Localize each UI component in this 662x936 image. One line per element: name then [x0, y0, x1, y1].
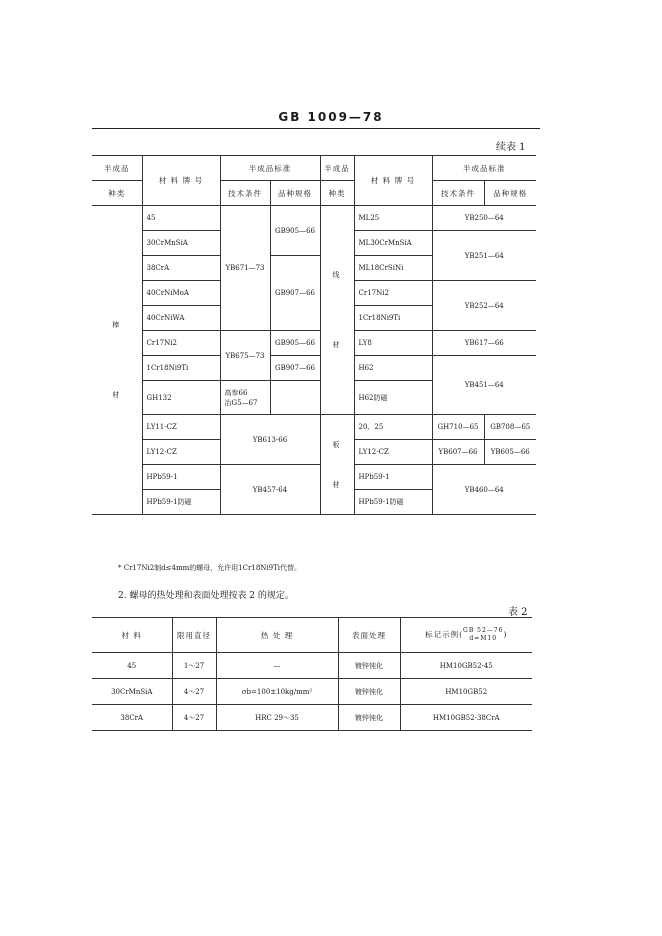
t1-l-tech: YB457-64 [220, 465, 320, 515]
t1-r-mat: HPb59-1防磁 [354, 490, 432, 515]
t2-heat: — [216, 653, 338, 679]
table1 [92, 155, 536, 515]
t1-r-mat: 1Cr18Ni9Ti [354, 306, 432, 331]
t1-type-char: 材 [332, 480, 342, 489]
t2-h-mark-bot: d=M10 [469, 635, 498, 642]
t1-l-mat: 40CrNiWA [142, 306, 220, 331]
t1-r-tech: YB460—64 [432, 465, 536, 515]
t1-r-tech: GH710—65 [432, 415, 484, 440]
t1-type-bar [92, 206, 142, 515]
t1-l-mat: LY11-CZ [142, 415, 220, 440]
t1-l-spec: GB907—66 [270, 356, 320, 381]
t2-h-diameter: 限用直径 [172, 618, 216, 653]
t1-type-char: 棒 [112, 321, 122, 329]
paragraph: 2. 螺母的热处理和表面处理按表 2 的规定。 [118, 591, 294, 601]
t1-l-mat: 1Cr18Ni9Ti [142, 356, 220, 381]
t1-type-char: 材 [332, 341, 342, 349]
document-header: GB 1009—78 [278, 110, 384, 124]
t2-h-mark-frac [463, 627, 503, 643]
t1-r-tech: YB252—64 [432, 281, 536, 331]
t1-h-material: 材 料 牌 号 [142, 156, 220, 206]
t1-h-material-r: 材 料 牌 号 [354, 156, 432, 206]
t1-r-mat: H62 [354, 356, 432, 381]
t1-l-mat: LY12-CZ [142, 440, 220, 465]
t2-surface: 镀锌钝化 [338, 705, 400, 731]
t1-l-mat: Cr17Ni2 [142, 331, 220, 356]
t1-l-spec: GB905—66 [270, 206, 320, 256]
t1-l-spec-empty [270, 381, 320, 415]
t1-l-tech: YB671—73 [220, 206, 270, 331]
t1-r-mat: LY12-CZ [354, 440, 432, 465]
t1-l-spec: GB905—66 [270, 331, 320, 356]
t1-r-tech: YB451—64 [432, 356, 536, 415]
t1-h-tech: 技术条件 [220, 181, 270, 206]
t1-l-tech: 高参66 冶G5—67 [220, 381, 270, 415]
t2-material: 45 [92, 653, 172, 679]
table1-caption: 续表 1 [496, 142, 526, 153]
t1-l-mat: GH132 [142, 381, 220, 415]
t2-mark: HM10GB52·45 [400, 653, 532, 679]
table2 [92, 617, 532, 731]
t1-r-mat: 20、25 [354, 415, 432, 440]
t2-heat: HRC 29～35 [216, 705, 338, 731]
t1-r-mat: Cr17Ni2 [354, 281, 432, 306]
t1-h-spec: 品种规格 [270, 181, 320, 206]
t1-type-plate [320, 415, 354, 515]
t1-l-mat: 45 [142, 206, 220, 231]
t1-h-std-r: 半成品标准 [432, 156, 536, 181]
t2-surface: 镀锌钝化 [338, 653, 400, 679]
t2-h-heat: 热 处 理 [216, 618, 338, 653]
t2-mark: HM10GB52·38CrA [400, 705, 532, 731]
t1-r-tech: YB250—64 [432, 206, 536, 231]
t1-l-mat: 30CrMnSiA [142, 231, 220, 256]
t1-r-tech: YB251—64 [432, 231, 536, 281]
t1-r-tech: YB617—66 [432, 331, 536, 356]
t2-h-mark-top: GB 52—76 [463, 627, 504, 634]
header-rule [92, 128, 540, 129]
t1-h-std: 半成品标准 [220, 156, 320, 181]
t2-h-material: 材 料 [92, 618, 172, 653]
t1-l-mat: 38CrA [142, 256, 220, 281]
t1-r-mat: LY8 [354, 331, 432, 356]
t2-material: 38CrA [92, 705, 172, 731]
t2-material: 30CrMnSiA [92, 679, 172, 705]
t2-diameter: 4～27 [172, 679, 216, 705]
t2-mark: HM10GB52 [400, 679, 532, 705]
t2-diameter: 1～27 [172, 653, 216, 679]
t1-r-mat: ML25 [354, 206, 432, 231]
footnote: * Cr17Ni2制d≤4mm的螺母，允许用1Cr18Ni9Ti代替。 [118, 564, 302, 572]
t2-h-mark: 标记示例(GB 52—76 d=M10 ) [400, 618, 532, 653]
t1-type-wire [320, 206, 354, 415]
t1-r-spec: YB605—66 [484, 440, 536, 465]
t1-h-type2: 种类 [92, 181, 142, 206]
t1-r-tech: YB607—66 [432, 440, 484, 465]
t1-r-mat: ML30CrMnSiA [354, 231, 432, 256]
t1-type-char: 板 [332, 440, 342, 449]
t1-l-tech: YB675—73 [220, 331, 270, 381]
t1-r-spec: GB708—65 [484, 415, 536, 440]
t1-l-tech: YB613-66 [220, 415, 320, 465]
t1-h-tech-r: 技术条件 [432, 181, 484, 206]
t1-l-spec: GB907—66 [270, 256, 320, 331]
t1-h-type: 半成品 [92, 156, 142, 181]
t2-h-mark-label: 标记示例 [425, 630, 460, 639]
t1-l-mat: HPb59-1防磁 [142, 490, 220, 515]
t1-h-type-r: 半成品 [320, 156, 354, 181]
t1-l-mat: HPb59-1 [142, 465, 220, 490]
table2-caption: 表 2 [508, 607, 528, 618]
t1-r-mat: HPb59-1 [354, 465, 432, 490]
t1-type-char: 线 [332, 271, 342, 279]
t2-diameter: 4～27 [172, 705, 216, 731]
t1-l-mat: 40CrNiMoA [142, 281, 220, 306]
t1-h-spec-r: 品种规格 [484, 181, 536, 206]
t1-h-type2-r: 种类 [320, 181, 354, 206]
t1-type-char: 材 [112, 391, 122, 399]
t1-r-mat: ML18CrSiNi [354, 256, 432, 281]
t2-heat: σb=100±10kg/mm² [216, 679, 338, 705]
t1-r-mat: H62防磁 [354, 381, 432, 415]
t2-surface: 镀锌钝化 [338, 679, 400, 705]
t2-h-surface: 表面处理 [338, 618, 400, 653]
